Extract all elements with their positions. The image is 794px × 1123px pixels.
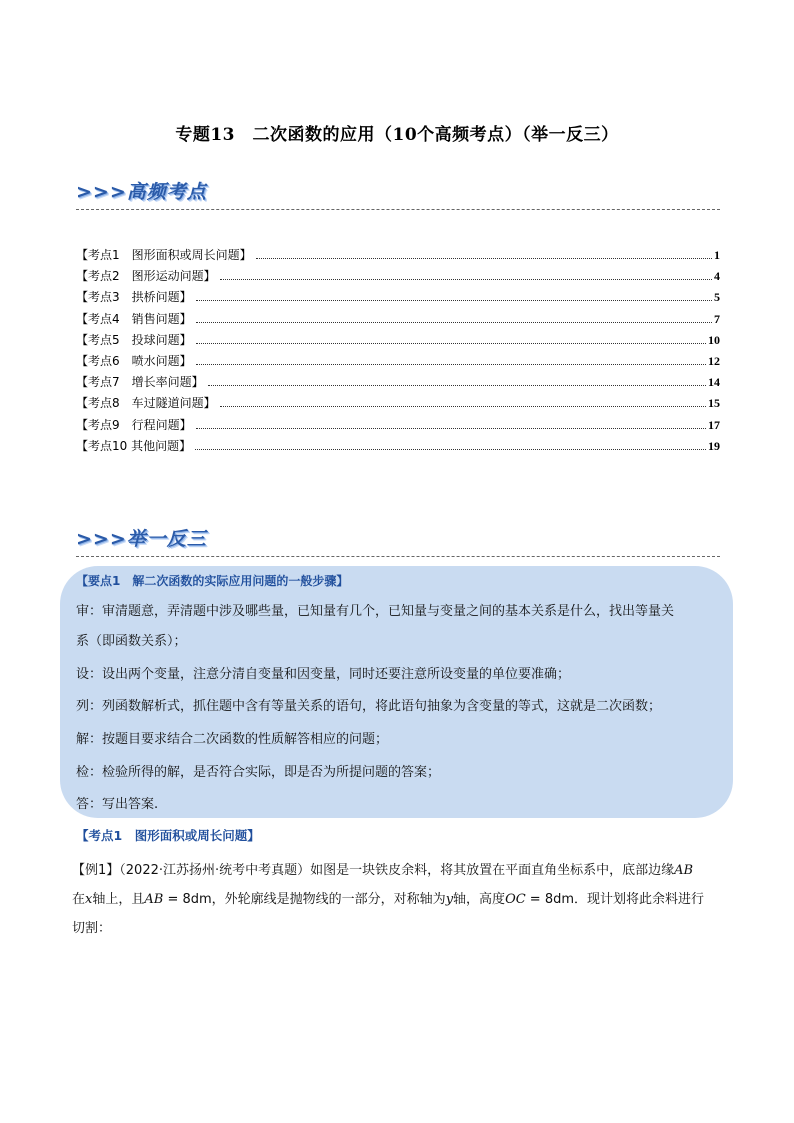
toc-leader — [220, 406, 706, 407]
example-line-3 — [72, 914, 724, 943]
example-line-2 — [72, 885, 724, 914]
banner-high-frequency — [76, 176, 720, 210]
toc-leader — [196, 322, 712, 323]
keypoint-line: 解：按题目要求结合二次函数的性质解答相应的问题； — [76, 732, 389, 747]
math-eq: = 8dm — [163, 892, 212, 907]
math-eq: = 8dm — [525, 892, 575, 907]
page-title: 专题13 二次函数的应用（10个高频考点）（举一反三） — [175, 125, 619, 145]
toc-leader — [208, 385, 706, 386]
toc-label: 【考点10 其他问题】 — [76, 438, 192, 453]
toc-label: 【考点4 销售问题】 — [76, 311, 192, 326]
example-text: 轴上，且 — [92, 892, 145, 907]
toc-row[interactable] — [76, 394, 720, 415]
toc-leader — [196, 428, 706, 429]
toc-row[interactable] — [76, 416, 720, 437]
toc-page: 19 — [708, 438, 720, 453]
math-x: x — [85, 892, 93, 907]
table-of-contents — [76, 246, 720, 458]
example-text: 轴，高度 — [453, 892, 506, 907]
toc-leader — [196, 364, 706, 365]
keypoint-line: 答：写出答案. — [76, 797, 159, 812]
banner-high-frequency-text: >>>高频考点 — [76, 181, 207, 203]
toc-label: 【考点9 行程问题】 — [76, 417, 192, 432]
banner-rule — [76, 556, 720, 557]
toc-label: 【考点5 投球问题】 — [76, 332, 192, 347]
toc-row[interactable] — [76, 437, 720, 458]
toc-page: 4 — [714, 269, 720, 284]
toc-row[interactable] — [76, 310, 720, 331]
toc-page: 15 — [708, 396, 720, 411]
section-title: 【考点1 图形面积或周长问题】 — [76, 828, 260, 843]
toc-label: 【考点8 车过隧道问题】 — [76, 396, 216, 411]
example-paragraph — [72, 856, 724, 943]
math-y: y — [445, 892, 454, 907]
example-text: ．现计划将此余料进行 — [574, 892, 705, 907]
keypoint-line: 列：列函数解析式，抓住题中含有等量关系的语句，将此语句抽象为含变量的等式，这就是二次函数； — [76, 699, 662, 714]
example-line-1 — [72, 856, 724, 885]
toc-page: 5 — [714, 290, 720, 305]
toc-row[interactable] — [76, 331, 720, 352]
keypoint-line: 检：检验所得的解，是否符合实际，即是否为所提问题的答案； — [76, 765, 441, 780]
toc-row[interactable] — [76, 267, 720, 288]
banner-rule — [76, 209, 720, 210]
toc-row[interactable] — [76, 246, 720, 267]
toc-row[interactable] — [76, 288, 720, 309]
toc-page: 12 — [708, 353, 720, 368]
toc-leader — [220, 279, 712, 280]
toc-label: 【考点6 喷水问题】 — [76, 353, 192, 368]
toc-row[interactable] — [76, 352, 720, 373]
keypoint-line: 设：设出两个变量，注意分清自变量和因变量，同时还要注意所设变量的单位要准确； — [76, 667, 571, 682]
keypoint-line: 审：审清题意，弄清题中涉及哪些量，已知量有几个，已知量与变量之间的基本关系是什么，找出等量关 — [76, 604, 675, 619]
example-text: 切割： — [72, 921, 112, 936]
example-text: 在 — [72, 892, 86, 907]
toc-leader — [196, 343, 706, 344]
example-text: 【例1】（2022·江苏扬州·统考中考真题）如图是一块铁皮余料，将其放置在平面直角坐标系中，底部边缘 — [72, 863, 675, 878]
banner-practice-text: >>>举一反三 — [76, 528, 207, 550]
math-oc: OC — [505, 892, 526, 907]
toc-label: 【考点7 增长率问题】 — [76, 375, 204, 390]
toc-page: 17 — [708, 417, 720, 432]
toc-leader — [196, 300, 712, 301]
toc-label: 【考点1 图形面积或周长问题】 — [76, 248, 252, 262]
toc-page: 14 — [708, 375, 720, 390]
keypoint-line: 系（即函数关系）； — [76, 634, 187, 649]
toc-page: 7 — [714, 311, 720, 326]
toc-label: 【考点2 图形运动问题】 — [76, 269, 216, 284]
toc-label: 【考点3 拱桥问题】 — [76, 290, 192, 305]
banner-practice — [76, 523, 720, 557]
math-ab: AB — [674, 863, 694, 878]
toc-page: 10 — [708, 332, 720, 347]
example-text: ，外轮廓线是抛物线的一部分，对称轴为 — [211, 892, 446, 907]
toc-row[interactable] — [76, 373, 720, 394]
toc-leader — [256, 258, 712, 259]
keypoint-title: 【要点1 解二次函数的实际应用问题的一般步骤】 — [76, 574, 349, 588]
toc-leader — [195, 449, 706, 450]
math-ab: AB — [144, 892, 164, 907]
toc-page: 1 — [714, 248, 720, 262]
